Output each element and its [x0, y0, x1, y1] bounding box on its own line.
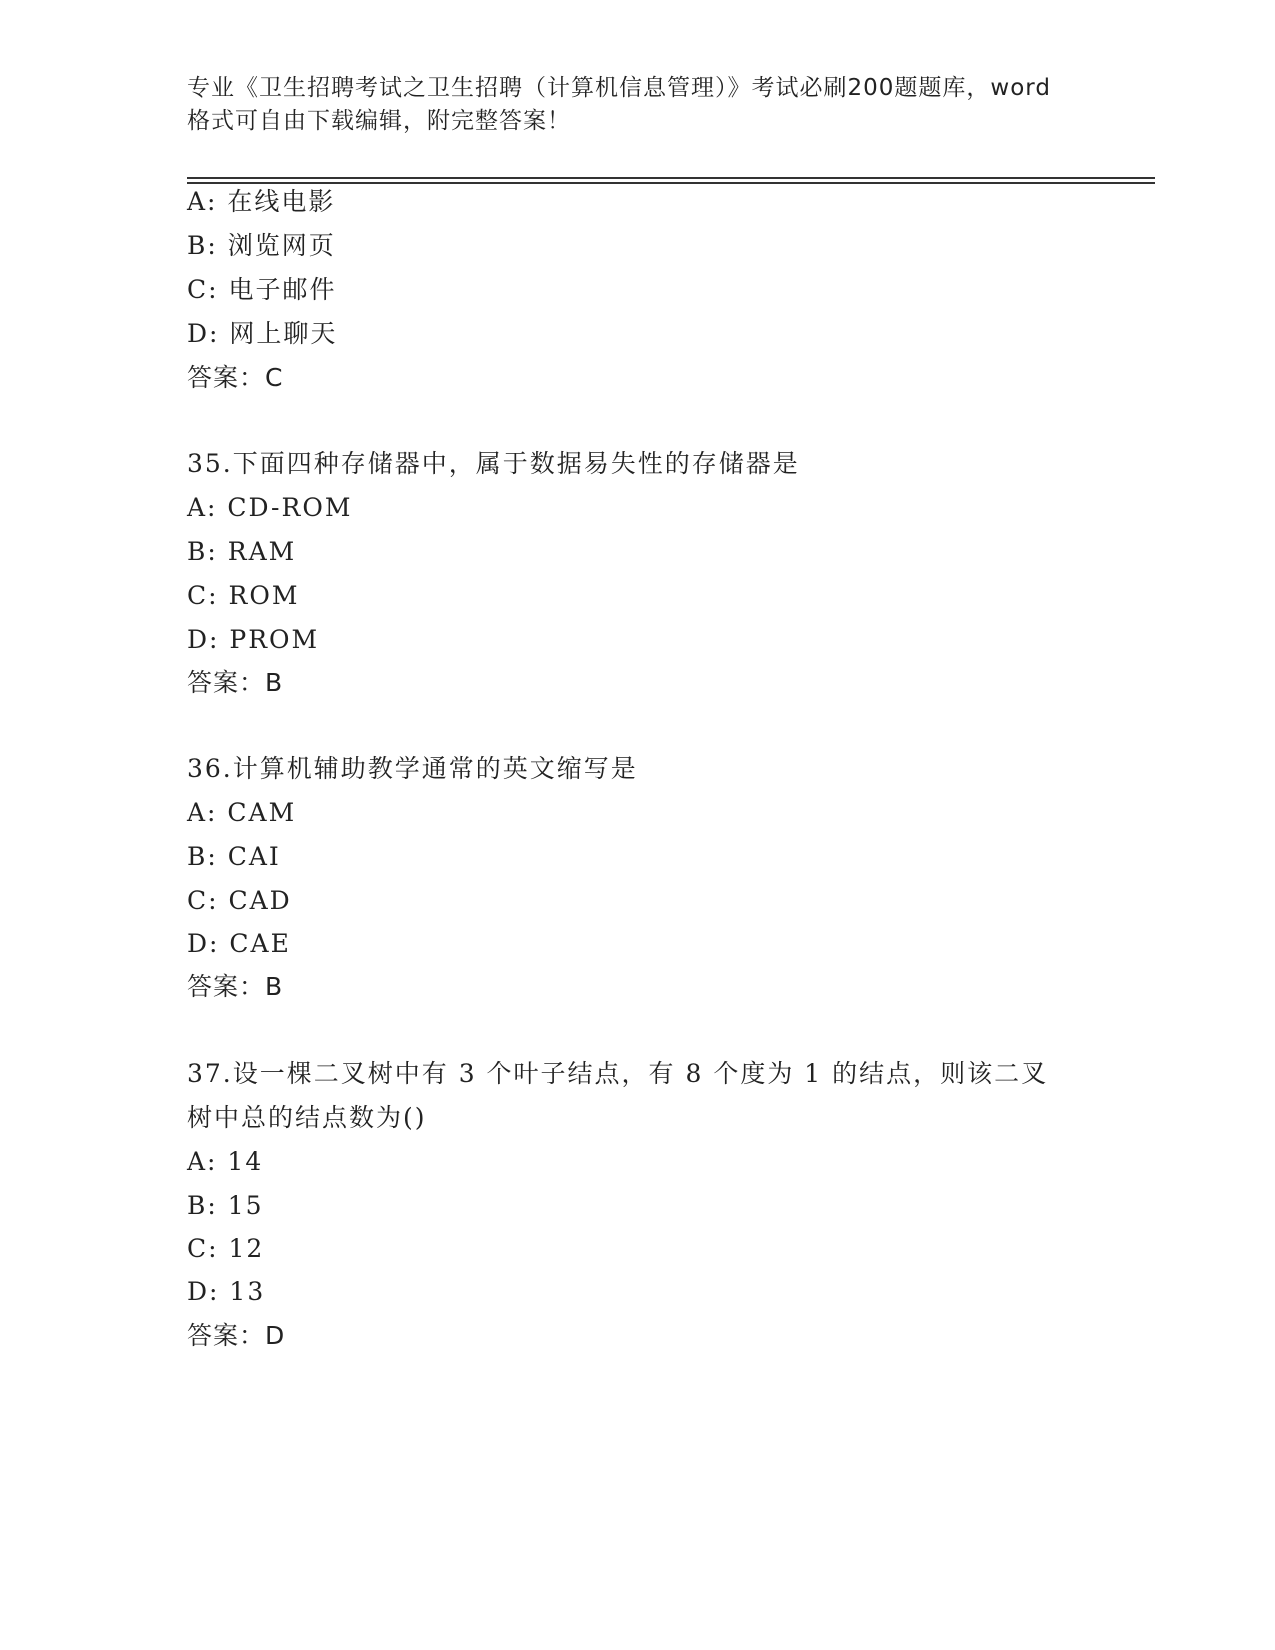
q36-answer: 答案：B [187, 972, 284, 1001]
q36-option-b: B: CAI [187, 842, 281, 871]
q36-option-d: D: CAE [187, 929, 291, 958]
q35-option-c: C: ROM [187, 581, 300, 610]
q37-answer: 答案：D [187, 1321, 286, 1350]
document-page [187, 0, 1155, 1650]
q35-option-a: A: CD-ROM [187, 493, 353, 522]
header-title-line1: 专业《卫生招聘考试之卫生招聘（计算机信息管理）》考试必刷200题题库，word [187, 75, 1051, 101]
document-header [187, 72, 1087, 138]
q35-question: 35.下面四种存储器中，属于数据易失性的存储器是 [187, 449, 800, 478]
q37-question-line1: 37.设一棵二叉树中有 3 个叶子结点，有 8 个度为 1 的结点，则该二叉 [187, 1059, 1049, 1088]
q36-question: 36.计算机辅助教学通常的英文缩写是 [187, 754, 638, 783]
q34-option-d: D: 网上聊天 [187, 319, 338, 348]
q35-option-d: D: PROM [187, 625, 320, 654]
q37-option-b: B: 15 [187, 1191, 264, 1220]
q34-option-b: B: 浏览网页 [187, 231, 336, 260]
q35-answer: 答案：B [187, 668, 284, 697]
q37-option-a: A: 14 [187, 1147, 264, 1176]
q36-option-a: A: CAM [187, 798, 297, 827]
q35-option-b: B: RAM [187, 537, 297, 566]
q34-answer: 答案：C [187, 363, 284, 392]
q37-question-line2: 树中总的结点数为() [187, 1103, 427, 1132]
header-divider-top [187, 177, 1155, 179]
q37-option-c: C: 12 [187, 1234, 265, 1263]
q34-option-c: C: 电子邮件 [187, 275, 337, 304]
header-title-line2: 格式可自由下载编辑，附完整答案！ [187, 108, 571, 134]
q36-option-c: C: CAD [187, 886, 292, 915]
q37-option-d: D: 13 [187, 1277, 266, 1306]
q34-option-a: A: 在线电影 [187, 187, 336, 216]
